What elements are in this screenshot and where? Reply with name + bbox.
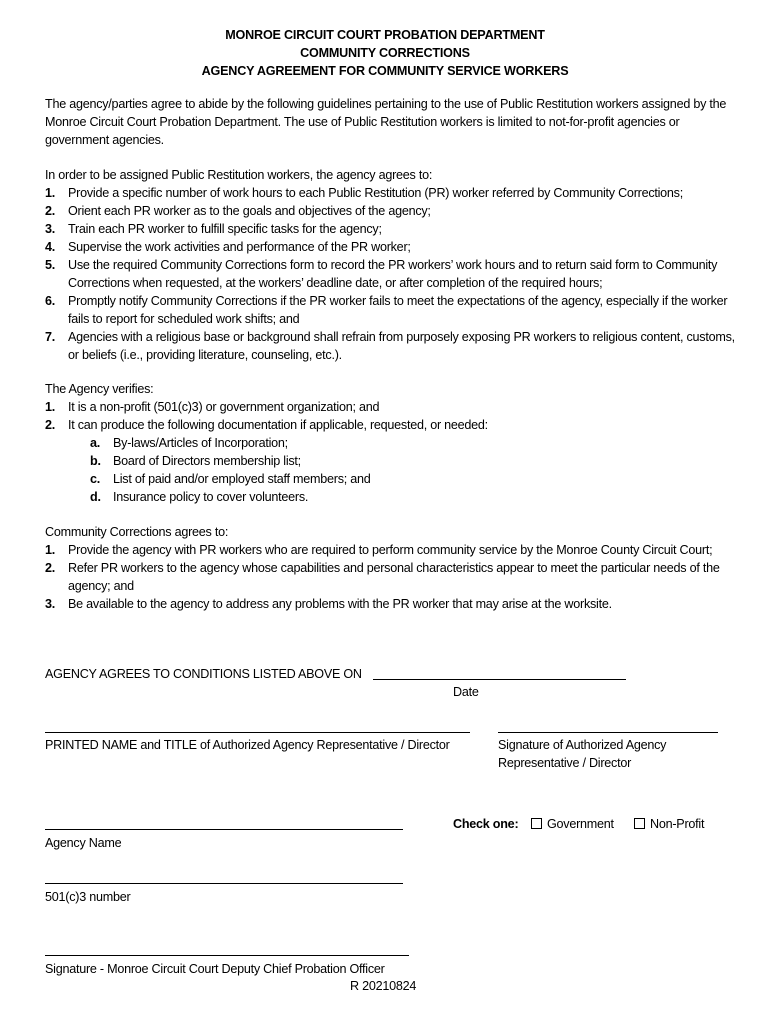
date-field[interactable] bbox=[373, 679, 626, 680]
sublist-item: d. Insurance policy to cover volunteers. bbox=[90, 490, 309, 504]
list-item: 1. Provide a specific number of work hours to each Public Restitution (PR) worker referred by Community Corrections; bbox=[45, 186, 683, 200]
list-item: 2. Orient each PR worker as to the goals and objectives of the agency; bbox=[45, 204, 431, 218]
revision-code: R 20210824 bbox=[350, 979, 417, 993]
sublist-item: a. By-laws/Articles of Incorporation; bbox=[90, 436, 288, 450]
list-item: 6. Promptly notify Community Corrections if the PR worker fails to meet the expectations of the agency, especially if the worker fails to report for scheduled work shifts; and bbox=[45, 294, 728, 326]
number-field[interactable] bbox=[45, 883, 403, 884]
documentation-sublist bbox=[68, 434, 735, 506]
representative-signature-field[interactable] bbox=[498, 732, 718, 733]
printed-name-field[interactable] bbox=[45, 732, 470, 733]
list-item: 3. Train each PR worker to fulfill specific tasks for the agency; bbox=[45, 222, 382, 236]
list-item: 7. Agencies with a religious base or background shall refrain from purposely exposing PR workers to religious content, customs, or beliefs (i.e., providing literature, counseling, etc.). bbox=[45, 330, 735, 362]
agrees-label: AGENCY AGREES TO CONDITIONS LISTED ABOVE ON bbox=[45, 667, 362, 681]
list-item: 3. Be available to the agency to address any problems with the PR worker that may arise at the worksite. bbox=[45, 597, 612, 611]
cc-agrees-lead: Community Corrections agrees to: bbox=[45, 525, 229, 539]
government-label: Government bbox=[547, 817, 614, 831]
list-item: 2. Refer PR workers to the agency whose capabilities and personal characteristics appear to meet the particular needs of the agency; and bbox=[45, 561, 720, 593]
cc-agrees-list bbox=[45, 541, 735, 613]
signature-label-line-2: Representative / Director bbox=[498, 756, 632, 770]
nonprofit-option[interactable] bbox=[634, 815, 704, 833]
check-one-label: Check one: bbox=[453, 817, 519, 831]
header-line-1: MONROE CIRCUIT COURT PROBATION DEPARTMENT bbox=[225, 28, 545, 42]
document-header bbox=[0, 26, 770, 80]
header-line-2: COMMUNITY CORRECTIONS bbox=[300, 46, 470, 60]
date-label: Date bbox=[453, 685, 479, 699]
officer-signature-label: Signature - Monroe Circuit Court Deputy Chief Probation Officer bbox=[45, 962, 385, 976]
agency-name-field[interactable] bbox=[45, 829, 403, 830]
government-option[interactable] bbox=[531, 815, 614, 833]
printed-name-label: PRINTED NAME and TITLE of Authorized Agency Representative / Director bbox=[45, 738, 450, 752]
agency-verifies-lead: The Agency verifies: bbox=[45, 382, 154, 396]
header-line-3: AGENCY AGREEMENT FOR COMMUNITY SERVICE WORKERS bbox=[201, 64, 569, 78]
agency-agrees-lead: In order to be assigned Public Restitution workers, the agency agrees to: bbox=[45, 168, 433, 182]
list-item: 1. Provide the agency with PR workers who are required to perform community service by the Monroe County Circuit Court; bbox=[45, 543, 713, 557]
intro-paragraph: The agency/parties agree to abide by the following guidelines pertaining to the use of Public Restitution workers assigned by the Monroe Circuit Court Probation Department. The use of Public Restitution workers is limited to not-for-profit agencies or government agencies. bbox=[45, 97, 727, 147]
signature-label-line-1: Signature of Authorized Agency bbox=[498, 738, 667, 752]
government-checkbox[interactable] bbox=[531, 818, 542, 829]
agency-agrees-list bbox=[45, 184, 735, 364]
agency-verifies-list bbox=[45, 398, 735, 506]
nonprofit-checkbox[interactable] bbox=[634, 818, 645, 829]
list-item: 1. It is a non-profit (501(c)3) or government organization; and bbox=[45, 400, 380, 414]
list-item: 4. Supervise the work activities and performance of the PR worker; bbox=[45, 240, 411, 254]
agency-name-label: Agency Name bbox=[45, 836, 122, 850]
list-item: 2. It can produce the following documentation if applicable, requested, or needed: a. By-laws/Articles of Incorporation; b. Board of Directors membership list; c. List of paid and/or employed staff members; and d. Insurance policy to cover volunteers. bbox=[45, 416, 735, 506]
list-item: 5. Use the required Community Corrections form to record the PR workers’ work hours and to return said form to Community Corrections when requested, at the workers’ deadline date, or after completion of the required hours; bbox=[45, 258, 718, 290]
nonprofit-label: Non-Profit bbox=[650, 817, 705, 831]
sublist-item: c. List of paid and/or employed staff members; and bbox=[90, 472, 371, 486]
officer-signature-field[interactable] bbox=[45, 955, 409, 956]
number-label: 501(c)3 number bbox=[45, 890, 131, 904]
sublist-item: b. Board of Directors membership list; bbox=[90, 454, 301, 468]
